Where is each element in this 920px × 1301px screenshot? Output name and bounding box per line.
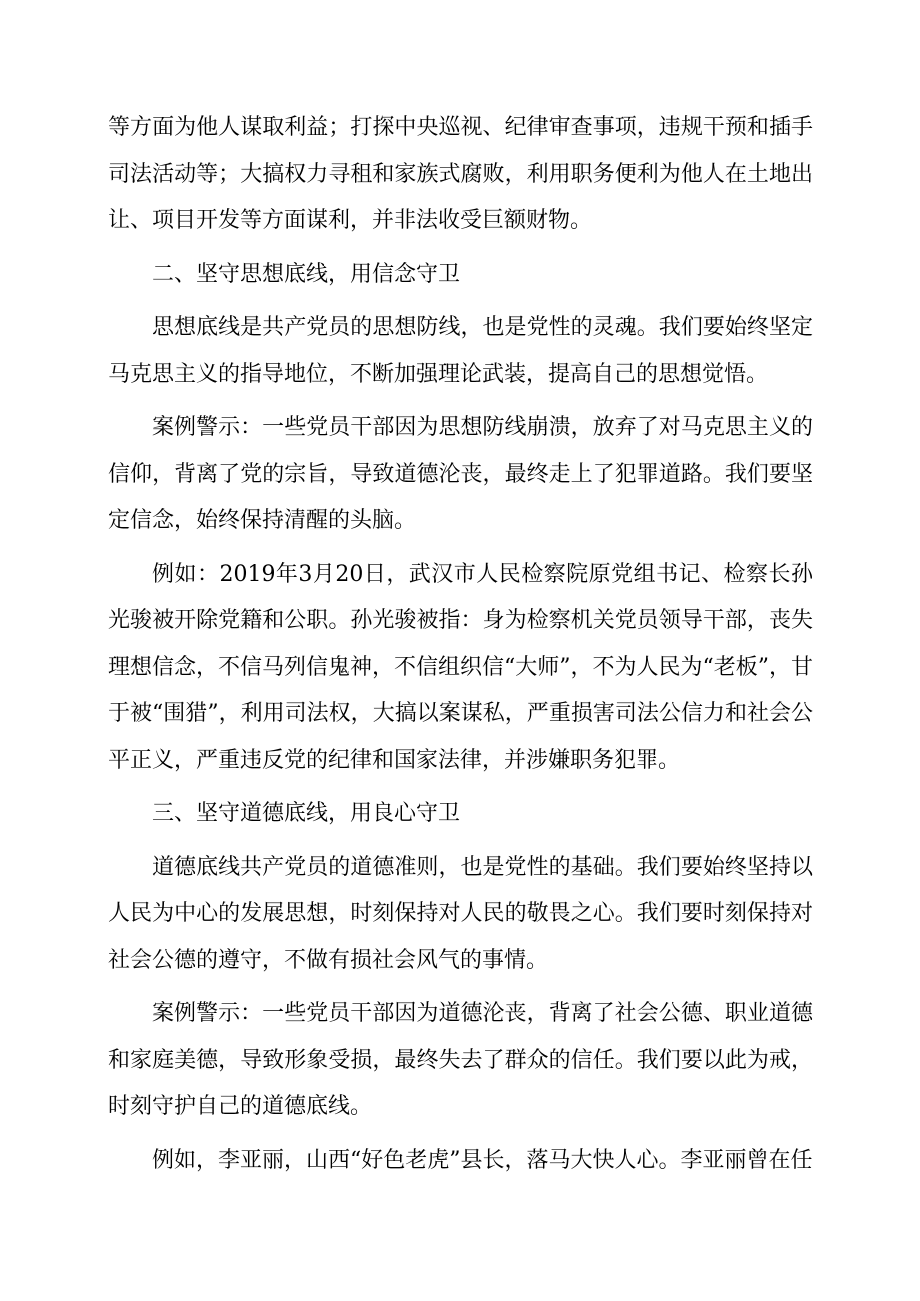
paragraph-ideology-warning: 案例警示：一些党员干部因为思想防线崩溃，放弃了对马克思主义的信仰，背离了党的宗旨，导致道德沦丧，最终走上了犯罪道路。我们要坚定信念，始终保持清醒的头脑。 bbox=[108, 415, 813, 533]
paragraph-ideology-intro: 思想底线是共产党员的思想防线，也是党性的灵魂。我们要始终坚定马克思主义的指导地位，不断加强理论武装，提高自己的思想觉悟。 bbox=[108, 315, 813, 387]
document-page bbox=[108, 105, 813, 1191]
paragraph-morality-intro: 道德底线共产党员的道德准则，也是党性的基础。我们要始终坚持以人民为中心的发展思想，时刻保持对人民的敬畏之心。我们要时刻保持对社会公德的遵守，不做有损社会风气的事情。 bbox=[108, 854, 813, 973]
paragraph-ideology-example: 例如：2019年3月20日，武汉市人民检察院原党组书记、检察长孙光骏被开除党籍和公职。孙光骏被指：身为检察机关党员领导干部，丧失理想信念，不信马列信鬼神，不信组织信“大师”，不为人民为“老板”，甘于被“围猎”，利用司法权，大搞以案谋私，严重损害司法公信力和社会公平正义，严重违反党的纪律和国家法律，并涉嫌职务犯罪。 bbox=[108, 561, 813, 773]
paragraph-continuation: 等方面为他人谋取利益；打探中央巡视、纪律审查事项，违规干预和插手司法活动等；大搞权力寻租和家族式腐败，利用职务便利为他人在土地出让、项目开发等方面谋利，并非法收受巨额财物。 bbox=[108, 115, 813, 233]
section-heading-morality: 三、坚守道德底线，用良心守卫 bbox=[152, 801, 461, 826]
paragraph-morality-warning: 案例警示：一些党员干部因为道德沦丧，背离了社会公德、职业道德和家庭美德，导致形象受损，最终失去了群众的信任。我们要以此为戒，时刻守护自己的道德底线。 bbox=[108, 1001, 813, 1119]
section-heading-ideology: 二、坚守思想底线，用信念守卫 bbox=[152, 261, 461, 287]
paragraph-morality-example: 例如，李亚丽，山西“好色老虎”县长，落马大快人心。李亚丽曾在任 bbox=[152, 1147, 813, 1173]
